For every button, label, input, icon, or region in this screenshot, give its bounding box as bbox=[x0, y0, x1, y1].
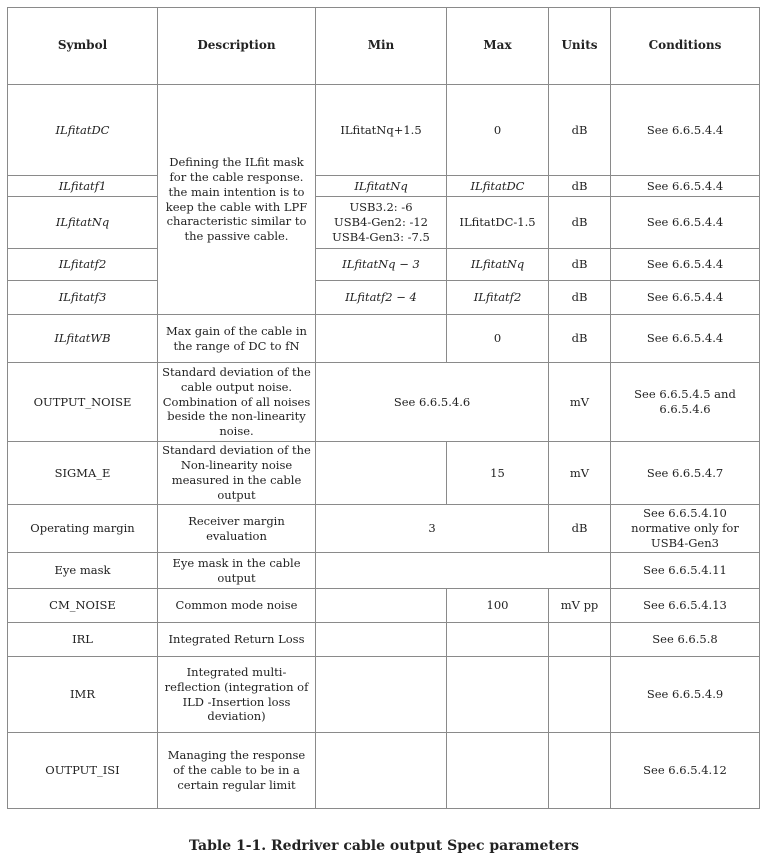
table-row bbox=[8, 733, 760, 809]
table-caption: Table 1-1. Redriver cable output Spec parameters bbox=[188, 838, 580, 854]
table-row bbox=[8, 249, 760, 281]
min-cell bbox=[316, 657, 447, 733]
min-cell: USB3.2: -6 USB4-Gen2: -12 USB4-Gen3: -7.5 bbox=[316, 197, 447, 249]
conditions-cell: See 6.6.5.4.11 bbox=[611, 553, 760, 589]
units-cell: dB bbox=[549, 197, 611, 249]
conditions-cell: See 6.6.5.4.9 bbox=[611, 657, 760, 733]
symbol-cell: OUTPUT_ISI bbox=[8, 733, 158, 809]
max-cell: 100 bbox=[447, 589, 549, 623]
symbol-cell: ILfitatDC bbox=[8, 85, 158, 176]
conditions-cell: See 6.6.5.4.7 bbox=[611, 442, 760, 505]
table-row bbox=[8, 363, 760, 442]
conditions-cell: See 6.6.5.4.12 bbox=[611, 733, 760, 809]
symbol-cell: Eye mask bbox=[8, 553, 158, 589]
max-cell: ILfitatDC-1.5 bbox=[447, 197, 549, 249]
table-row bbox=[8, 657, 760, 733]
conditions-cell: See 6.6.5.4.4 bbox=[611, 176, 760, 197]
symbol-cell: ILfitatf2 bbox=[8, 249, 158, 281]
units-cell bbox=[549, 623, 611, 657]
symbol-cell: IMR bbox=[8, 657, 158, 733]
units-cell bbox=[549, 733, 611, 809]
units-cell: mV pp bbox=[549, 589, 611, 623]
table-row bbox=[8, 176, 760, 197]
conditions-cell: See 6.6.5.4.10 normative only for USB4-Gen3 bbox=[611, 505, 760, 553]
spec-table bbox=[7, 7, 760, 809]
max-cell: ILfitatDC bbox=[447, 176, 549, 197]
header-description: Description bbox=[158, 8, 316, 85]
description-cell: Max gain of the cable in the range of DC to fN bbox=[158, 315, 316, 363]
shared-description-cell: Defining the ILfit mask for the cable response. the main intention is to keep the cable with LPF characteristic similar to the passive cable. bbox=[158, 85, 316, 315]
symbol-cell: ILfitatNq bbox=[8, 197, 158, 249]
symbol-cell: IRL bbox=[8, 623, 158, 657]
max-cell bbox=[447, 623, 549, 657]
min-cell bbox=[316, 733, 447, 809]
max-cell: ILfitatf2 bbox=[447, 281, 549, 315]
table-row bbox=[8, 85, 760, 176]
conditions-cell: See 6.6.5.4.4 bbox=[611, 315, 760, 363]
symbol-cell: SIGMA_E bbox=[8, 442, 158, 505]
units-cell: dB bbox=[549, 176, 611, 197]
conditions-cell: See 6.6.5.4.4 bbox=[611, 249, 760, 281]
table-row bbox=[8, 505, 760, 553]
symbol-cell: Operating margin bbox=[8, 505, 158, 553]
conditions-cell: See 6.6.5.8 bbox=[611, 623, 760, 657]
max-cell bbox=[447, 733, 549, 809]
table-row bbox=[8, 281, 760, 315]
symbol-cell: ILfitatf3 bbox=[8, 281, 158, 315]
units-cell: dB bbox=[549, 249, 611, 281]
min-cell: ILfitatNq − 3 bbox=[316, 249, 447, 281]
symbol-cell: OUTPUT_NOISE bbox=[8, 363, 158, 442]
minmax-cell: See 6.6.5.4.6 bbox=[316, 363, 549, 442]
conditions-cell: See 6.6.5.4.13 bbox=[611, 589, 760, 623]
max-cell bbox=[447, 657, 549, 733]
description-cell: Common mode noise bbox=[158, 589, 316, 623]
units-cell: mV bbox=[549, 442, 611, 505]
description-cell: Integrated Return Loss bbox=[158, 623, 316, 657]
table-row bbox=[8, 197, 760, 249]
max-cell: ILfitatNq bbox=[447, 249, 549, 281]
units-cell: mV bbox=[549, 363, 611, 442]
table-row bbox=[8, 442, 760, 505]
min-cell: ILfitatf2 − 4 bbox=[316, 281, 447, 315]
max-cell: 0 bbox=[447, 85, 549, 176]
empty-merged-cell bbox=[316, 553, 611, 589]
min-cell: ILfitatNq bbox=[316, 176, 447, 197]
min-cell bbox=[316, 623, 447, 657]
min-cell bbox=[316, 442, 447, 505]
header-units: Units bbox=[549, 8, 611, 85]
description-cell: Standard deviation of the Non-linearity noise measured in the cable output bbox=[158, 442, 316, 505]
description-cell: Integrated multi-reflection (integration of ILD -Insertion loss deviation) bbox=[158, 657, 316, 733]
units-cell: dB bbox=[549, 281, 611, 315]
min-cell: ILfitatNq+1.5 bbox=[316, 85, 447, 176]
units-cell: dB bbox=[549, 505, 611, 553]
header-symbol: Symbol bbox=[8, 8, 158, 85]
min-cell bbox=[316, 315, 447, 363]
max-cell: 0 bbox=[447, 315, 549, 363]
conditions-cell: See 6.6.5.4.4 bbox=[611, 85, 760, 176]
units-cell: dB bbox=[549, 315, 611, 363]
table-row bbox=[8, 623, 760, 657]
description-cell: Standard deviation of the cable output noise. Combination of all noises beside the non-linearity noise. bbox=[158, 363, 316, 442]
description-cell: Receiver margin evaluation bbox=[158, 505, 316, 553]
conditions-cell: See 6.6.5.4.4 bbox=[611, 281, 760, 315]
description-cell: Managing the response of the cable to be in a certain regular limit bbox=[158, 733, 316, 809]
header-row bbox=[8, 8, 760, 85]
table-row bbox=[8, 553, 760, 589]
header-min: Min bbox=[316, 8, 447, 85]
table-row bbox=[8, 315, 760, 363]
minmax-cell: 3 bbox=[316, 505, 549, 553]
symbol-cell: ILfitatWB bbox=[8, 315, 158, 363]
header-conditions: Conditions bbox=[611, 8, 760, 85]
symbol-cell: ILfitatf1 bbox=[8, 176, 158, 197]
table-row bbox=[8, 589, 760, 623]
conditions-cell: See 6.6.5.4.5 and 6.6.5.4.6 bbox=[611, 363, 760, 442]
units-cell bbox=[549, 657, 611, 733]
description-cell: Eye mask in the cable output bbox=[158, 553, 316, 589]
symbol-cell: CM_NOISE bbox=[8, 589, 158, 623]
header-max: Max bbox=[447, 8, 549, 85]
units-cell: dB bbox=[549, 85, 611, 176]
max-cell: 15 bbox=[447, 442, 549, 505]
min-cell bbox=[316, 589, 447, 623]
conditions-cell: See 6.6.5.4.4 bbox=[611, 197, 760, 249]
